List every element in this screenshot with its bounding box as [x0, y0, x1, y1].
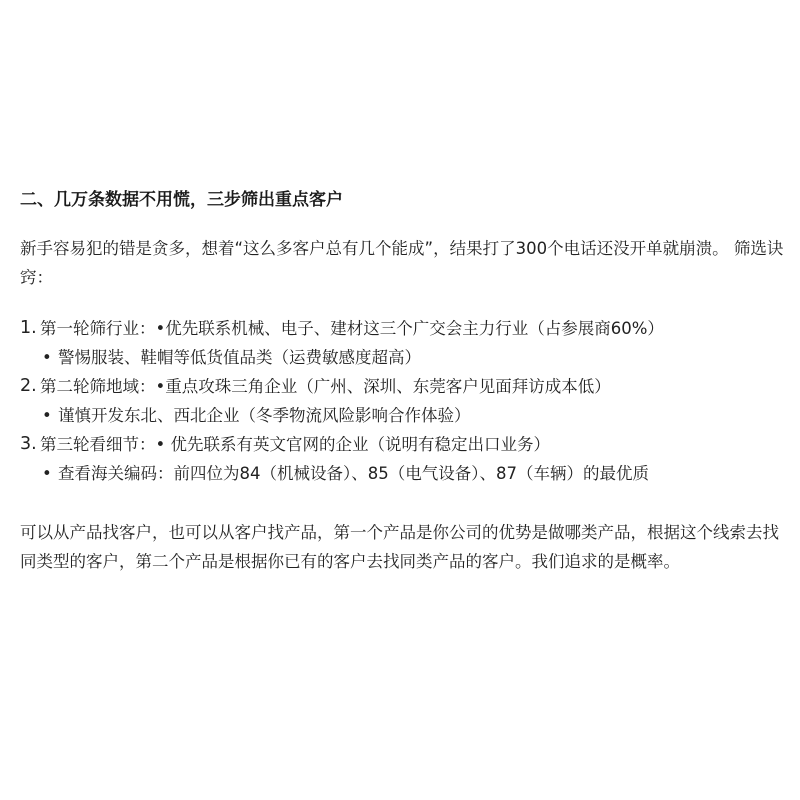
step-number: 1.	[20, 318, 37, 338]
closing-paragraph: 可以从产品找客户，也可以从客户找产品，第一个产品是你公司的优势是做哪类产品，根据这个线索去找同类型的客户，第二个产品是根据你已有的客户去找同类产品的客户。我们追求的是概率。	[20, 523, 779, 571]
step-number: 2.	[20, 376, 37, 396]
step-sub-item	[20, 459, 784, 488]
section-heading: 二、几万条数据不用慌，三步筛出重点客户	[20, 190, 343, 210]
step-sub-text: 警惕服装、鞋帽等低货值品类（运费敏感度超高）	[58, 348, 421, 367]
intro-paragraph: 新手容易犯的错是贪多，想着“这么多客户总有几个能成”，结果打了300个电话还没开单就崩溃。 筛选诀窍：	[20, 239, 784, 287]
bullet-icon: •	[42, 406, 52, 425]
step-text: 第二轮筛地域：•重点攻珠三角企业（广州、深圳、东莞客户见面拜访成本低）	[40, 377, 611, 396]
step-sub-item	[20, 343, 784, 372]
step-item-2	[20, 372, 784, 430]
step-item-1	[20, 314, 784, 372]
step-line	[20, 430, 784, 459]
step-text: 第三轮看细节：• 优先联系有英文官网的企业（说明有稳定出口业务）	[40, 435, 550, 454]
step-sub-item	[20, 401, 784, 430]
article-body	[20, 186, 784, 576]
steps-list	[20, 314, 784, 488]
step-number: 3.	[20, 434, 37, 454]
step-line	[20, 314, 784, 343]
step-sub-text: 谨慎开发东北、西北企业（冬季物流风险影响合作体验）	[58, 406, 471, 425]
step-line	[20, 372, 784, 401]
step-item-3	[20, 430, 784, 488]
step-text: 第一轮筛行业：•优先联系机械、电子、建材这三个广交会主力行业（占参展商60%）	[40, 319, 664, 338]
bullet-icon: •	[42, 464, 52, 483]
bullet-icon: •	[42, 348, 52, 367]
step-sub-text: 查看海关编码：前四位为84（机械设备）、85（电气设备）、87（车辆）的最优质	[58, 464, 649, 483]
